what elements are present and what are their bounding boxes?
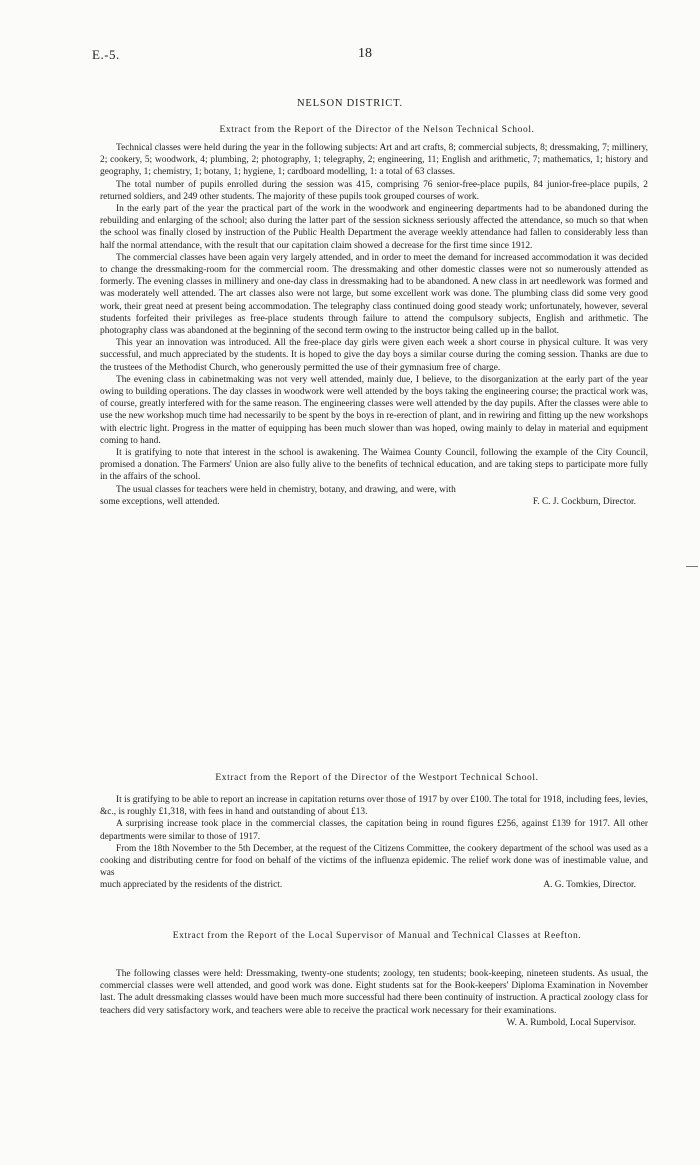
signature: F. C. J. Cockburn, Director. [532, 496, 636, 507]
paragraph: The total number of pupils enrolled during the session was 415, comprising 76 senior-free-place pupils, 84 junior-free-place pupils, 2 returned soldiers, and 249 other students. The majority of these pupils took grouped courses of work. [100, 179, 648, 202]
nelson-report [100, 142, 648, 508]
paragraph: It is gratifying to note that interest in the school is awakening. The Waimea County Council, following the example of the City Council, promised a donation. The Farmers' Union are also fully alive to the benefits of technical education, and are taking steps to participate more fully in the affairs of the school. [100, 448, 648, 483]
paragraph: It is gratifying to be able to report an increase in capitation returns over those of 1917 by over £100. The total for 1918, including fees, levies, &c., is roughly £1,318, with fees in hand and outstanding of about £13. [100, 795, 648, 818]
paragraph: The usual classes for teachers were held in chemistry, botany, and drawing, and were, with [116, 484, 456, 495]
signature-line [100, 496, 648, 508]
paragraph: The commercial classes have been again very largely attended, and in order to meet the demand for increased accommodation it was decided to change the dressmaking-room for the commercial room. The dressmaking and other domestic classes were not so numerously attended as formerly. The evening classes in millinery and one-day class in dressmaking had to be abandoned. A new class in art needlework was formed and was moderately well attended. The art classes also were not large, but some excellent work was done. The plumbing class did some very good work, their great need at present being accommodation. The telegraphy class continued doing good steady work; unfortunately, however, several students forfeited their privileges as free-place students through failure to attend the compulsory subjects, English and arithmetic. The photography class was abandoned at the beginning of the second term owing to the instructor being called up in the ballot. [100, 252, 648, 337]
district-title: NELSON DISTRICT. [297, 98, 403, 109]
westport-report [100, 794, 648, 892]
signature: A. G. Tomkies, Director. [543, 880, 636, 891]
reefton-heading: Extract from the Report of the Local Supervisor of Manual and Technical Classes at Reefton. [172, 931, 582, 941]
signature-line [100, 879, 648, 891]
paragraph: This year an innovation was introduced. All the free-place day girls were given each week a short course in physical culture. It was very successful, and much appreciated by the students. It is hoped to give the day boys a similar course during the coming session. Thanks are due to the trustees of the Methodist Church, who generously permitted the use of their gymnasium free of charge. [100, 338, 648, 373]
paragraph: In the early part of the year the practical part of the work in the woodwork and engineering departments had to be abandoned during the rebuilding and enlarging of the school; also during the latter part of the session sickness seriously affected the attendance, so much so that when the school was finally closed by instruction of the Public Health Department the average weekly attendance had fallen to considerably less than half the normal attendance, with the result that our capitation claim showed a decrease for the first time since 1912. [100, 204, 648, 251]
signature: W. A. Rumbold, Local Supervisor. [506, 1017, 636, 1028]
paragraph: From the 18th November to the 5th December, at the request of the Citizens Committee, the cookery department of the school was used as a cooking and distributing centre for food on behalf of the victims of the influenza epidemic. The relief work done was of inestimable value, and was [100, 843, 648, 879]
signature-line [100, 1017, 648, 1029]
paragraph-end: much appreciated by the residents of the district. [100, 880, 283, 891]
document-reference: E.-5. [92, 47, 120, 62]
margin-mark [686, 566, 698, 567]
page-number: 18 [358, 46, 372, 61]
paragraph: A surprising increase took place in the commercial classes, the capitation being in round figures £256, against £139 for 1917. All other departments were similar to those of 1917. [100, 819, 648, 842]
nelson-heading: Extract from the Report of the Director of the Nelson Technical School. [219, 125, 535, 135]
paragraph: Technical classes were held during the year in the following subjects: Art and art crafts, 8; commercial subjects, 8; dressmaking, 7; millinery, 2; cookery, 5; woodwork, 4; plumbing, 2; photography, 1; telegraphy, 2; engineering, 11; English and arithmetic, 7; mathematics, 1; history and geography, 1; chemistry, 1; botany, 1; hygiene, 1; cardboard modelling, 1: a total of 63 classes. [100, 143, 648, 178]
paragraph-end: some exceptions, well attended. [100, 496, 220, 507]
reefton-report [100, 968, 648, 1029]
paragraph: The evening class in cabinetmaking was not very well attended, mainly due, I believe, to the disorganization at the early part of the year owing to building operations. The day classes in woodwork were well attended by the boys taking the engineering course; the practical work was, of course, greatly interfered with for the same reason. The engineering classes were well attended by the day pupils. After the classes were able to use the new workshop much time had necessarily to be spent by the boys in re-erection of plant, and in rewiring and fitting up the new workshops with electric light. Progress in the matter of equipping has been much slower than was hoped, owing mainly to delay in material and equipment coming to hand. [100, 374, 648, 446]
paragraph: The following classes were held: Dressmaking, twenty-one students; zoology, ten students; book-keeping, nineteen students. As usual, the commercial classes were well attended, and good work was done. Eight students sat for the Book-keepers' Diploma Examination in November last. The adult dressmaking classes would have been much more successful had there been continuity of instruction. A practical zoology class for teachers did very satisfactory work, and teachers were able to receive the practical work necessary for their examinations. [100, 969, 648, 1016]
westport-heading: Extract from the Report of the Director of the Westport Technical School. [215, 773, 539, 783]
